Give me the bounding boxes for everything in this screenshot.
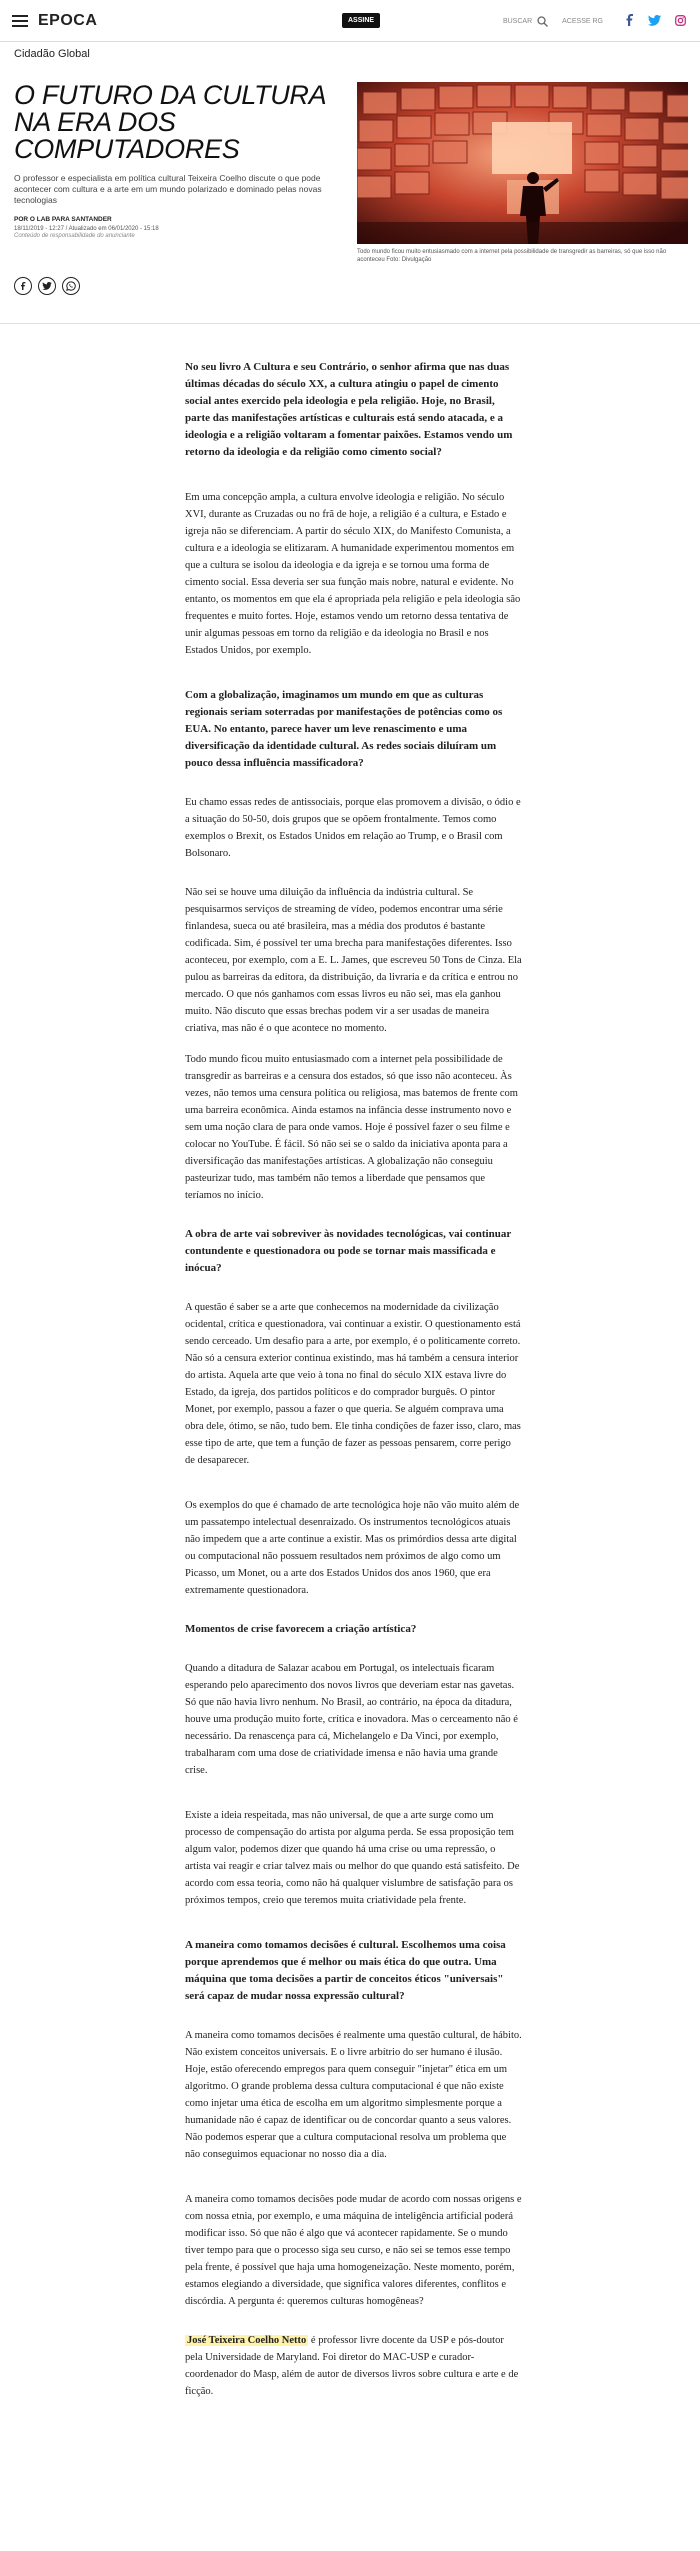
menu-icon[interactable]	[12, 15, 28, 27]
search-icon[interactable]	[537, 16, 548, 27]
hero-photo	[357, 82, 688, 244]
question-5: A maneira como tomamos decisões é cultural. Escolhemos uma coisa porque aprendemos que é melhor ou mais ética do que outra. Uma máquina que toma decisões a partir de conceitos éticos "universais" será capaz de mudar nossa expressão cultural?	[185, 1939, 506, 2002]
answer-paragraph: Não sei se houve uma diluição da influência da indústria cultural. Se pesquisarmos serviços de streaming de vídeo, podemos encontrar uma série finlandesa, sueca ou até brasileira, mas a média dos produtos é bastante codificada. Sim, é possível ter uma brecha para manifestações diferentes. Isso aconteceu, por exemplo, com a E. L. James, que escreveu 50 Tons de Cinza. Ela pulou as barreiras da editora, da distribuição, da livraria e da crítica e entrou no mercado. O que nós ganhamos com essas livros eu não sei, mas ela ganhou muito. Não discuto que essas brechas podem vir a ser usadas de maneira criativa, mas não é o que acontece no momento.	[185, 887, 522, 1034]
instagram-icon[interactable]	[675, 15, 686, 28]
headline-block	[14, 82, 347, 295]
answer-paragraph: A questão é saber se a arte que conhecemos na modernidade da civilização ocidental, crítica e questionadora, vai continuar a existir. O questionamento está sendo cerceado. Um desafio para a arte, por exemplo, é o politicamente correto. Não só a censura exterior continua existindo, mas há também a censura interior do artista. Aquela arte que veio à tona no final do século XIX estava livre do Estado, da igreja, dos partidos políticos e do comprador burguês. O pintor Monet, por exemplo, passou a fazer o que queria. Se alguém comprava uma obra dele, ótimo, se não, tudo bem. Ele tinha condições de fazer isso, claro, mas esse tipo de arte, que tem a função de fazer as pessoas pensarem, corre perigo de desaparecer.	[185, 1302, 521, 1466]
answer-paragraph: Em uma concepção ampla, a cultura envolve ideologia e religião. No século XVI, durante as Cruzadas ou no frã de hoje, a religião é a cultura, e Estado e igreja não se diferenciam. A partir do século XIX, do Manifesto Comunista, a cultura e a ideologia se elitizaram. A humanidade experimentou momentos em que a cultura se isolou da ideologia e da igreja e se tornou uma forma de cimento social. Essa deveria ser sua função mais nobre, natural e evidente. No entanto, os momentos em que ela é apropriada pela religião e pela ideologia são frequentes e muito fortes. Hoje, estamos vendo um retorno dessa tentativa de unir algumas pessoas em torno da religião e da ideologia no Brasil e nos Estados Unidos, por exemplo.	[185, 492, 521, 656]
byline: POR O LAB PARA SANTANDER	[14, 216, 112, 223]
header-social	[625, 14, 686, 28]
sponsor-note: Conteúdo de responsabilidade do anunciante	[14, 233, 135, 239]
header-tools	[503, 0, 686, 42]
answer-paragraph: Quando a ditadura de Salazar acabou em Portugal, os intelectuais ficaram esperando pelo aparecimento dos novos livros que deveriam estar nas gavetas. Só que não havia livro nenhum. No Brasil, ao contrário, na época da ditadura, houve uma produção muito forte, crítica e inovadora. Mas o cerceamento não é necessário. Da renascença para cá, Michelangelo e Da Vinci, por exemplo, trabalharam com uma dose de criatividade imensa e não havia uma grande crise.	[185, 1663, 518, 1776]
question-2: Com a globalização, imaginamos um mundo em que as culturas regionais seriam soterradas por manifestações de potências como os EUA. No entanto, parece haver um leve renascimento e uma diversificação da identidade cultural. As redes sociais diluíram um pouco dessa influência massificadora?	[185, 689, 503, 769]
answer-paragraph: Eu chamo essas redes de antissociais, porque elas promovem a divisão, o ódio e a situação do 50-50, dois grupos que se opõem frontalmente. Temos como exemplos o Brexit, os Estados Unidos em relação ao Trump, e o Brasil com Bolsonaro.	[185, 797, 521, 859]
answer-paragraph: Existe a ideia respeitada, mas não universal, de que a arte surge como um processo de compensação do artista por alguma perda. Se essa proposição tem algum valor, podemos dizer que quando há uma crise ou uma repressão, o artista vai reagir e criar talvez mais ou melhor do que quando está satisfeito. De acordo com essa teoria, como não há qualquer vislumbre de satisfação para os próximos tempos, creio que teremos muita criatividade pela frente.	[185, 1810, 520, 1906]
brand-logo[interactable]: EPOCA	[38, 11, 98, 29]
author-name: José Teixeira Coelho Netto	[187, 2335, 307, 2346]
facebook-icon[interactable]	[625, 14, 634, 28]
answer-paragraph: A maneira como tomamos decisões é realmente uma questão cultural, de hábito. Não existem conceitos universais. E o livre arbítrio do ser humano é ilusão. Hoje, estão oferecendo empregos para quem conseguir "injetar" ética em um algoritmo. O grande problema dessa cultura computacional é que não existe como injetar uma ética de escolha em um algoritmo simplesmente porque a humanidade não é capaz de identificar ou de concordar quanto a seus valores. Não podemos esperar que a cultura computacional resolva um problema que não conseguimos equacionar no nosso dia a dia.	[185, 2030, 522, 2160]
subscribe-button[interactable]: ASSINE	[342, 13, 380, 28]
twitter-icon[interactable]	[648, 15, 661, 28]
answer-paragraph: Todo mundo ficou muito entusiasmado com a internet pela possibilidade de transgredir as barreiras e a censura dos estados, só que isso não aconteceu. Às vezes, não temos uma censura política ou religiosa, mas batemos de frente com uma barreira econômica. Ainda estamos na infância desse instrumento novo e sem uma noção clara de para onde vamos. Hoje é possível fazer o seu filme e colocar no YouTube. É fácil. Só não sei se o saldo da iniciativa aponta para a diversificação das manifestações artísticas. A globalização não conseguiu pasteurizar tudo, mas também não temos a liberdade que pensamos que teríamos no início.	[185, 1054, 518, 1201]
share-buttons	[14, 277, 347, 295]
top-bar	[0, 0, 700, 42]
article-lead: O professor e especialista em política cultural Teixeira Coelho discute o que pode acontecer com cultura e a arte em um mundo polarizado e dominado pelas novas tecnologias	[14, 173, 322, 205]
question-4: Momentos de crise favorecem a criação artística?	[185, 1623, 417, 1635]
question-3: A obra de arte vai sobreviver às novidades tecnológicas, vai continuar contundente e questionadora ou pode se tornar mais massificada e inócua?	[185, 1228, 512, 1274]
author-bio-text: é professor livre docente da USP e pós-doutor pela Universidade de Maryland. Foi diretor do MAC-USP e curador-coordenador do Masp, além de autor de diversos livros sobre cultura e arte e de ficção.	[185, 2335, 519, 2397]
share-whatsapp-icon[interactable]	[62, 277, 80, 295]
hero-figure	[357, 82, 688, 295]
login-link[interactable]: ACESSE RG	[562, 17, 603, 25]
search-control[interactable]	[503, 16, 548, 27]
search-label: BUSCAR	[502, 17, 533, 25]
page-title: O FUTURO DA CULTURA NA ERA DOS COMPUTADORES	[14, 80, 326, 164]
answer-paragraph: Os exemplos do que é chamado de arte tecnológica hoje não vão muito além de um passatempo intelectual desenraizado. Os instrumentos tecnológicos atuais não impedem que a arte continue a existir. Mas os primórdios dessa arte digital ou computacional não possuem resultados nem próximos de algo como um Picasso, um Monet, ou a arte dos Estados Unidos dos anos 1960, que era extremamente questionadora.	[185, 1500, 520, 1596]
question-1: No seu livro A Cultura e seu Contrário, o senhor afirma que nas duas últimas décadas do século XX, a cultura atingiu o papel de cimento social antes exercido pela ideologia e pela religião. Hoje, no Brasil, parte das manifestações artísticas e culturais está sendo atacada, e a ideologia e a religião voltaram a fomentar paixões. Estamos vendo um retorno da ideologia e da religião como cimento social?	[185, 361, 513, 458]
author-bio	[185, 2332, 522, 2400]
answer-paragraph: A maneira como tomamos decisões pode mudar de acordo com nossas origens e com nossa etnia, por exemplo, e uma máquina de inteligência artificial poderá modificar isso. Só que não é algo que vá acontecer rapidamente. Se o mundo tiver tempo para que o processo siga seu curso, e não sei se temos esse tempo pela frente, é possível que haja uma homogeneização. Neste momento, porém, estamos elegiando a diversidade, que significa valores diferentes, conflitos e discórdia. A pergunta é: queremos culturas homogêneas?	[185, 2194, 522, 2307]
publish-dates: 18/11/2019 - 12:27 / Atualizado em 06/01/2020 - 15:18	[14, 226, 159, 232]
article-body	[185, 324, 522, 2400]
share-twitter-icon[interactable]	[38, 277, 56, 295]
section-label[interactable]: Cidadão Global	[14, 48, 90, 60]
article-header	[0, 60, 700, 295]
photo-caption: Todo mundo ficou muito entusiasmado com a internet pela possibilidade de transgredir as barreiras, só que isso não aconteceu Foto: Divulgação	[357, 249, 667, 263]
share-facebook-icon[interactable]	[14, 277, 32, 295]
hero-photo-art	[357, 82, 688, 244]
